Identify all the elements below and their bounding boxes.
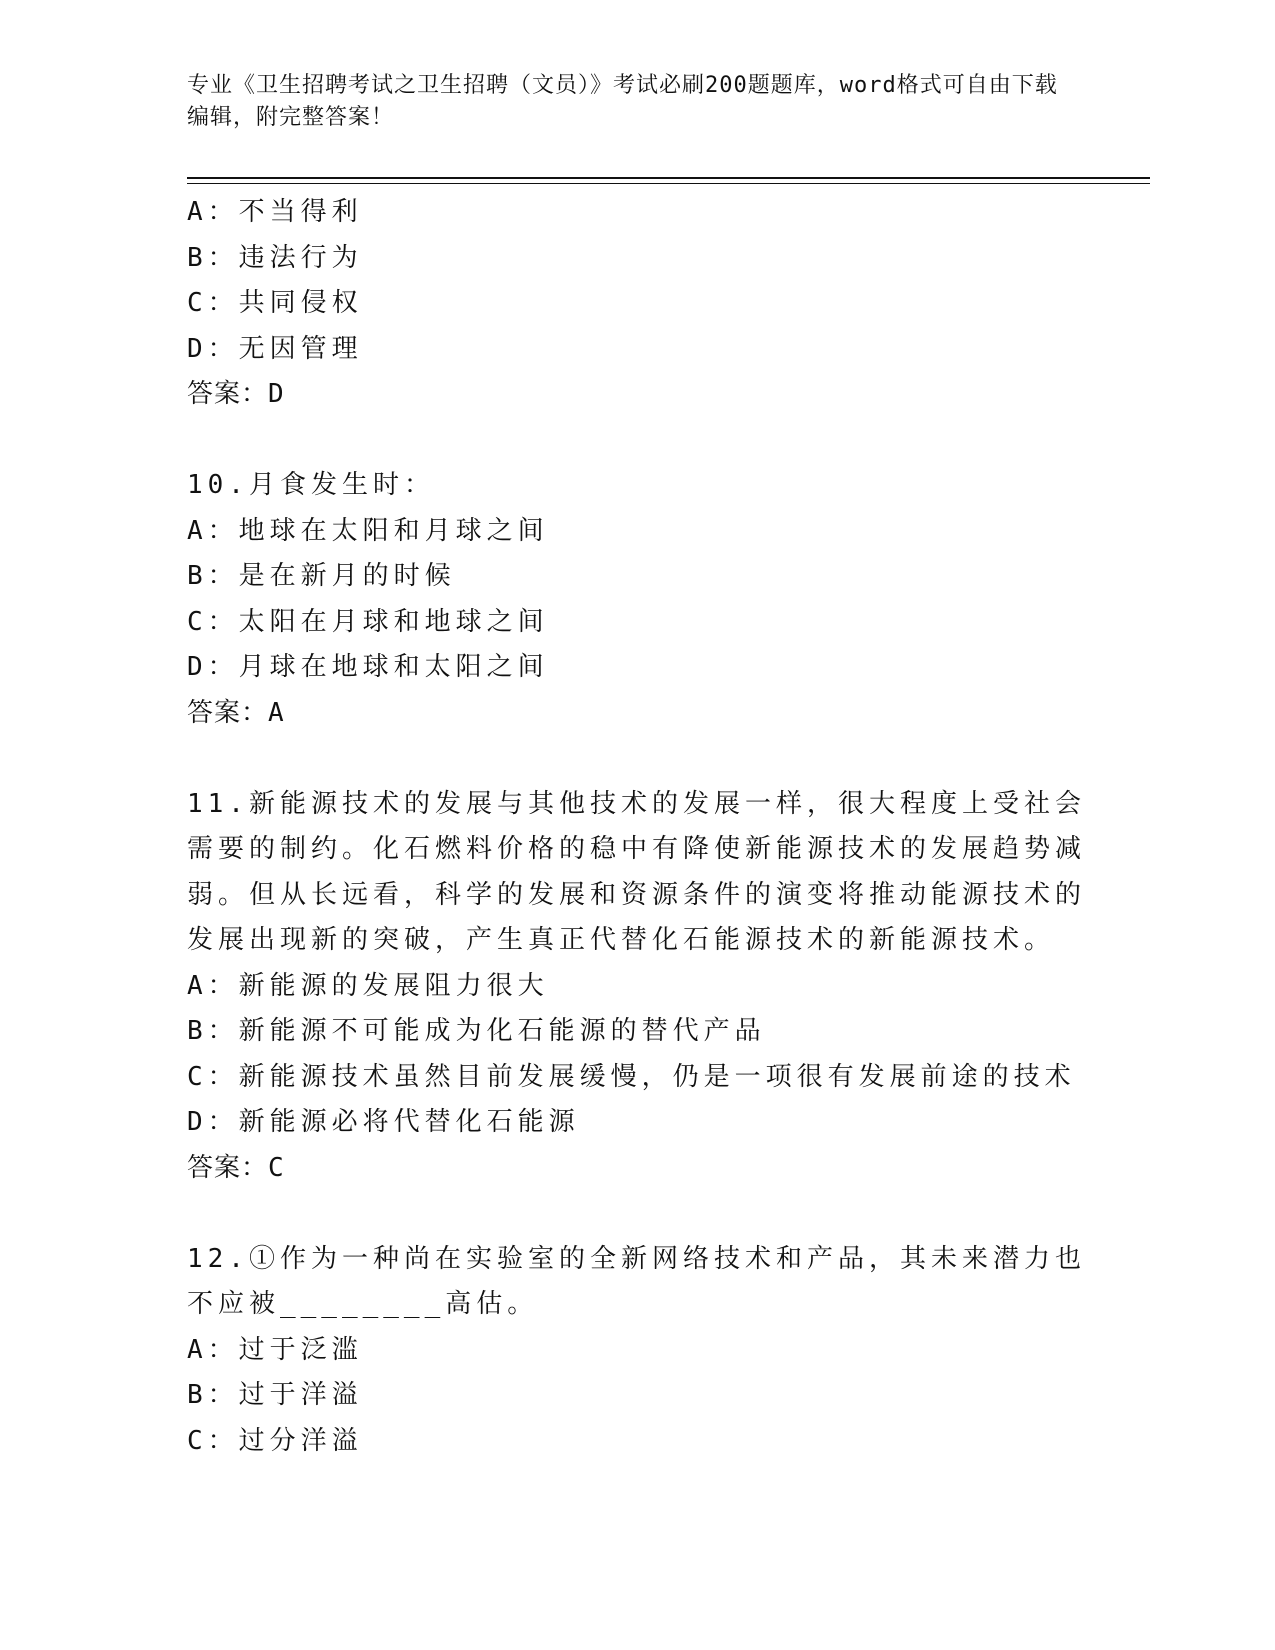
spacer [187,1191,1087,1237]
option-b: B：过于洋溢 [187,1380,363,1410]
spacer [187,418,1087,464]
option-a: A：新能源的发展阻力很大 [187,970,549,1001]
question-block-12 [187,1237,1087,1465]
option-c: C：过分洋溢 [187,1425,363,1456]
option-a: A：过于泛滥 [187,1334,363,1365]
option-c: C：太阳在月球和地球之间 [187,606,549,637]
option-c: C：新能源技术虽然目前发展缓慢，仍是一项很有发展前途的技术 [187,1061,1076,1092]
option-c: C：共同侵权 [187,288,363,318]
question-block-10 [187,463,1087,736]
option-b: B：是在新月的时候 [187,561,456,591]
answer-line: 答案：C [187,1152,285,1183]
question-block-11 [187,782,1087,1192]
option-d: D：月球在地球和太阳之间 [187,652,549,682]
question-content [187,190,1087,1464]
question-block-prev [187,190,1087,418]
answer-line: 答案：A [187,697,285,728]
option-b: B：违法行为 [187,242,363,273]
option-d: D：无因管理 [187,333,363,364]
spacer [187,736,1087,782]
option-a: A：地球在太阳和月球之间 [187,515,549,546]
answer-line: 答案：D [187,379,285,409]
option-a: A：不当得利 [187,197,363,227]
document-header: 专业《卫生招聘考试之卫生招聘（文员）》考试必刷200题题库，word格式可自由下载编辑，附完整答案！ [187,73,1058,130]
option-b: B：新能源不可能成为化石能源的替代产品 [187,1016,766,1046]
header-rule-thick [187,177,1150,179]
question-stem: 12.①作为一种尚在实验室的全新网络技术和产品，其未来潜力也不应被________高估。 [187,1243,1086,1319]
question-stem: 10.月食发生时： [187,470,435,500]
question-stem: 11.新能源技术的发展与其他技术的发展一样，很大程度上受社会需要的制约。化石燃料价格的稳中有降使新能源技术的发展趋势减弱。但从长远看，科学的发展和资源条件的演变将推动能源技术的发展出现新的突破，产生真正代替化石能源技术的新能源技术。 [187,788,1087,955]
option-d: D：新能源必将代替化石能源 [187,1107,580,1137]
header-rule-thin [187,183,1150,184]
